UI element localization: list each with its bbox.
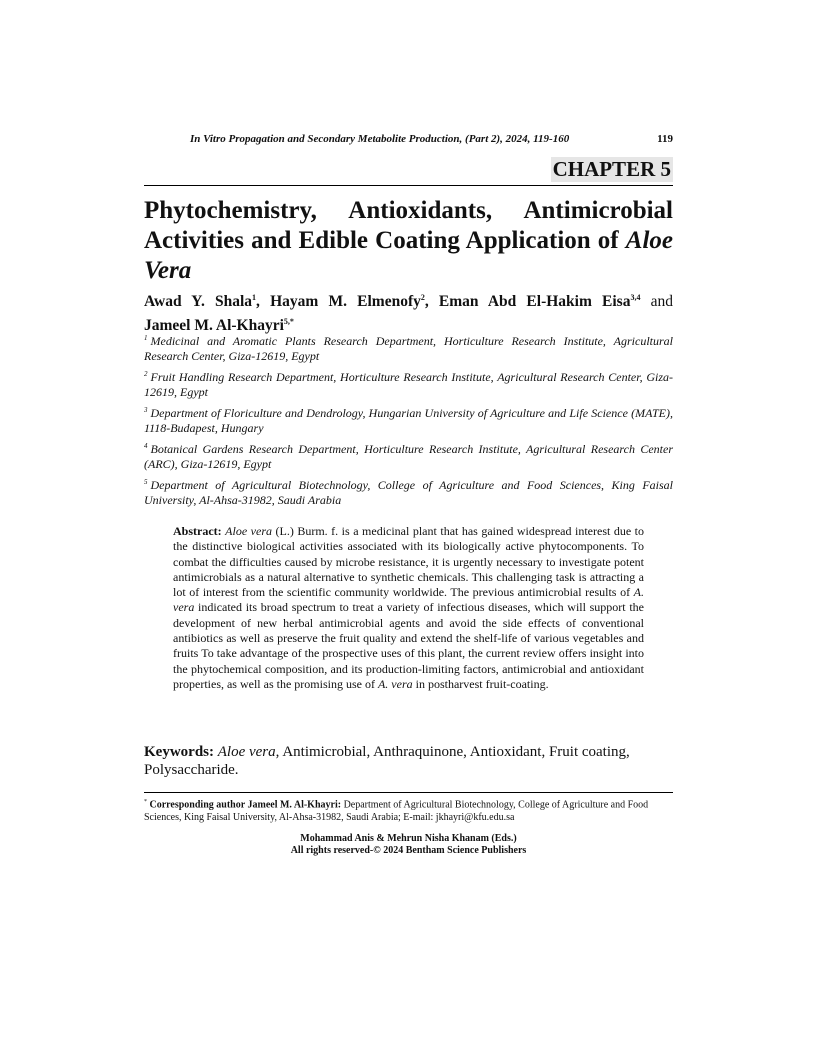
author-affil-mark: 1 — [252, 293, 257, 302]
affiliation-text: Botanical Gardens Research Department, Horticulture Research Institute, Agricultural Research Center (ARC), Giza-12619, Egypt — [144, 442, 673, 471]
keywords — [144, 743, 673, 779]
author-name: Awad Y. Shala — [144, 293, 253, 311]
keywords-text: , Antimicrobial, Anthraquinone, Antioxidant, Fruit coating, Polysaccharide. — [144, 744, 630, 778]
author-name: Hayam M. Elmenofy — [270, 293, 421, 311]
abstract-italic: Aloe vera — [225, 524, 272, 538]
title-italic: Aloe Vera — [144, 227, 673, 284]
affiliation — [144, 439, 673, 472]
abstract-text: in postharvest fruit-coating. — [412, 676, 549, 691]
affiliation-mark: 3 — [144, 406, 148, 414]
affiliation-text: Department of Agricultural Biotechnology, College of Agriculture and Food Sciences, King Faisal University, Al-Ahsa-31982, Saudi Arabia — [144, 478, 673, 507]
affiliation — [144, 367, 673, 400]
corresponding-author-footnote — [144, 796, 673, 824]
affiliation-mark: 1 — [144, 334, 148, 342]
author-list: Awad Y. Shala$^1$, Hayam M. Elmenofy$^2$, Eman Abd El-Hakim Eisa$^{3,4}$ and Jameel M. Al-Khayri$^{5,*}$ — [144, 293, 674, 335]
abstract-italic: A. vera — [377, 676, 413, 691]
affiliation-text: Fruit Handling Research Department, Horticulture Research Institute, Agricultural Research Center, Giza-12619, Egypt — [144, 370, 673, 399]
footnote-divider — [144, 792, 673, 793]
abstract-text: indicated its broad spectrum to treat a variety of infectious diseases, which will support the development of new herbal antimicrobial agents and avoid the side effects of conventional antibiotics as well as preserve the fruit quality and extend the shelf-life of various vegetables and fruits To take advantage of the prospective uses of this plant, the current review offers insight into the phytochemical composition, and its production-limiting factors, antimicrobial and antioxidant properties, as well as the promising use of — [173, 600, 644, 691]
author-name: Eman Abd El-Hakim Eisa — [438, 293, 631, 311]
affiliation-mark: 5 — [144, 478, 148, 486]
footnote-text: Department of Agricultural Biotechnology, College of Agriculture and Food Sciences, King Faisal University, Al-Ahsa-31982, Saudi Arabia; E-mail: jkhayri@kfu.edu.sa — [144, 799, 649, 824]
author-name: Jameel M. Al-Khayri — [144, 317, 284, 335]
abstract — [173, 524, 644, 692]
affiliation — [144, 475, 673, 508]
affiliation-list — [144, 331, 673, 511]
abstract-label: Abstract: — [173, 524, 222, 538]
chapter-label: CHAPTER 5 — [552, 157, 671, 181]
rights-line: All rights reserved-© 2024 Bentham Science Publishers — [290, 845, 527, 856]
author-affil-mark: 5,* — [283, 317, 294, 327]
editors-line: Mohammad Anis & Mehrun Nisha Khanam (Eds.) — [300, 833, 517, 844]
keywords-italic: Aloe vera — [217, 744, 276, 760]
footnote-label: Corresponding author Jameel M. Al-Khayri: — [149, 799, 342, 811]
affiliation — [144, 403, 673, 436]
affiliation-mark: 4 — [144, 442, 148, 450]
title-main: Phytochemistry, Antioxidants, Antimicrobial Activities and Edible Coating Application of — [144, 197, 673, 254]
paper-title — [144, 196, 673, 286]
affiliation-mark: 2 — [144, 370, 148, 378]
chapter-heading — [144, 157, 673, 186]
footnote-mark: * — [144, 799, 147, 805]
affiliation — [144, 331, 673, 364]
keywords-label: Keywords: — [144, 744, 214, 760]
affiliation-text: Medicinal and Aromatic Plants Research Department, Horticulture Research Institute, Agricultural Research Center, Giza-12619, Egypt — [144, 334, 673, 363]
page-number: 119 — [657, 133, 673, 145]
author-affil-mark: 2 — [420, 293, 425, 302]
authors-conjunction: and — [650, 293, 674, 311]
publisher-block — [144, 833, 673, 857]
affiliation-text: Department of Floriculture and Dendrology, Hungarian University of Agriculture and Life Science (MATE), 1118-Budapest, Hungary — [144, 406, 673, 435]
author-affil-mark: 3,4 — [630, 293, 641, 302]
abstract-italic: A. vera — [173, 585, 644, 615]
abstract-text: (L.) Burm. f. is a medicinal plant that has gained widespread interest due to the distinctive biological activities associated with its biologically active phytocomponents. To combat the difficulties caused by microbe resistance, it is urgently necessary to investigate potent antimicrobials as a natural alternative to synthetic chemicals. This challenging task is attracting a lot of interest from the scientific community worldwide. The previous antimicrobial results of — [173, 524, 645, 600]
journal-citation: In Vitro Propagation and Secondary Metabolite Production, (Part 2), 2024, 119-160 — [190, 133, 570, 145]
